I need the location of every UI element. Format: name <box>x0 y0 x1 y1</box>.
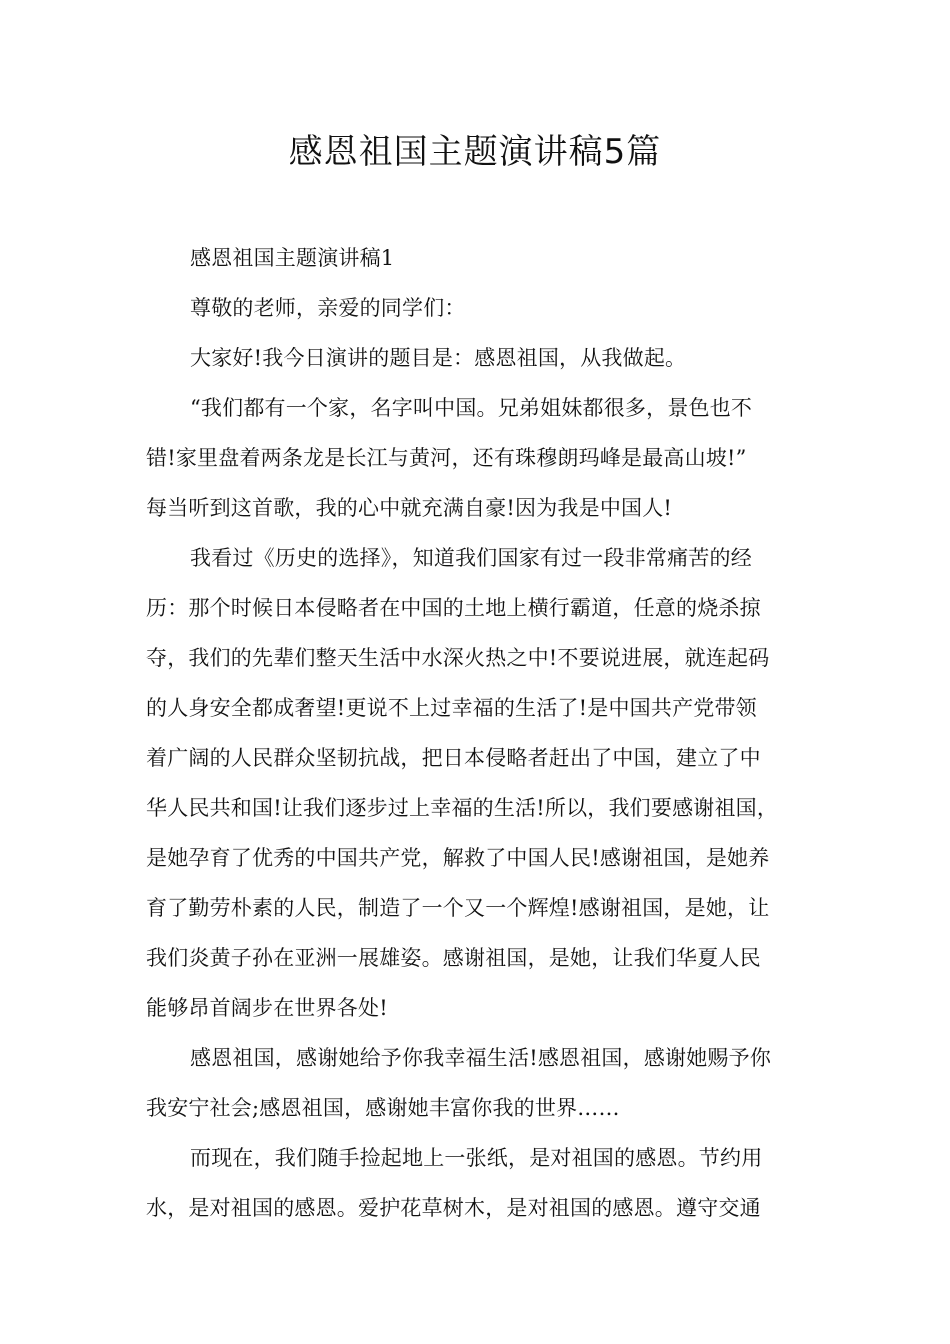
text-line: 育了勤劳朴素的人民，制造了一个又一个辉煌!感谢祖国，是她，让 <box>146 896 770 920</box>
text-line: 而现在，我们随手捡起地上一张纸，是对祖国的感恩。节约用 <box>190 1146 763 1170</box>
text-line: 我安宁社会;感恩祖国，感谢她丰富你我的世界…… <box>146 1096 620 1120</box>
document-body <box>146 233 806 1233</box>
text-line: 错!家里盘着两条龙是长江与黄河，还有珠穆朗玛峰是最高山坡!” <box>146 446 747 470</box>
document-title: 感恩祖国主题演讲稿5篇 <box>288 132 662 172</box>
text-line: “我们都有一个家，名字叫中国。兄弟姐妹都很多，景色也不 <box>190 396 753 420</box>
text-line: 每当听到这首歌，我的心中就充满自豪!因为我是中国人! <box>146 496 673 520</box>
text-line: 尊敬的老师，亲爱的同学们： <box>190 296 466 320</box>
text-line: 感恩祖国主题演讲稿1 <box>190 246 395 270</box>
text-line: 历：那个时候日本侵略者在中国的土地上横行霸道，任意的烧杀掠 <box>146 596 761 620</box>
text-line: 大家好!我今日演讲的题目是：感恩祖国，从我做起。 <box>190 346 687 370</box>
text-line: 夺，我们的先辈们整天生活中水深火热之中!不要说进展，就连起码 <box>146 646 770 670</box>
text-line: 我们炎黄子孙在亚洲一展雄姿。感谢祖国，是她，让我们华夏人民 <box>146 946 761 970</box>
text-line: 能够昂首阔步在世界各处! <box>146 996 388 1020</box>
text-line: 水，是对祖国的感恩。爱护花草树木，是对祖国的感恩。遵守交通 <box>146 1196 761 1220</box>
text-line: 是她孕育了优秀的中国共产党，解救了中国人民!感谢祖国，是她养 <box>146 846 770 870</box>
text-line: 感恩祖国，感谢她给予你我幸福生活!感恩祖国，感谢她赐予你 <box>190 1046 772 1070</box>
text-line: 我看过《历史的选择》，知道我们国家有过一段非常痛苦的经 <box>190 546 752 570</box>
text-line: 华人民共和国!让我们逐步过上幸福的生活!所以，我们要感谢祖国， <box>146 796 779 820</box>
text-line: 的人身安全都成奢望!更说不上过幸福的生活了!是中国共产党带领 <box>146 696 757 720</box>
text-line: 着广阔的人民群众坚韧抗战，把日本侵略者赶出了中国，建立了中 <box>146 746 761 770</box>
